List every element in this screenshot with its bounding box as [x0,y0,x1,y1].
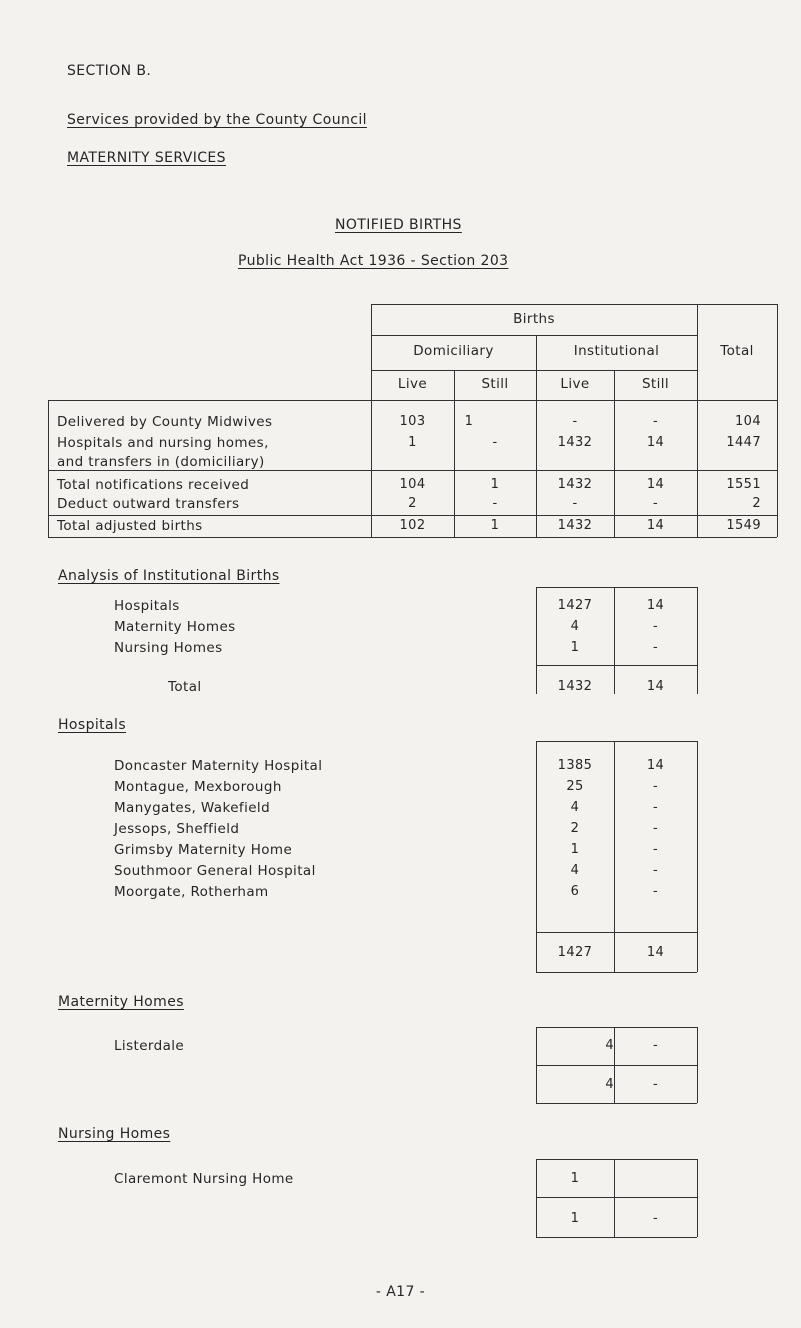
header-inst-live: Live [560,376,590,392]
analysis-still: - [652,640,659,655]
hospital-live: 4 [570,863,580,878]
cell-dom-still: 1 [490,518,500,533]
header-domiciliary: Domiciliary [413,343,494,359]
cell-total: 1549 [726,518,761,533]
hospital-name: Montague, Mexborough [114,779,282,795]
row-label: Total adjusted births [57,518,203,534]
hospital-still: 14 [646,758,665,773]
hospital-name: Doncaster Maternity Hospital [114,758,323,774]
page-number: - A17 - [375,1284,426,1300]
hospital-live: 1 [570,842,580,857]
maternity-homes-total-still: - [652,1077,659,1092]
hospitals-total-live: 1427 [557,945,593,960]
nursing-home-name: Claremont Nursing Home [114,1171,294,1187]
cell-total: 1551 [726,477,761,492]
section-label: SECTION B. [67,63,152,79]
row-label: Deduct outward transfers [57,496,240,512]
row-label: Hospitals and nursing homes, [57,435,269,451]
analysis-still: 14 [646,598,665,613]
hospital-still: - [652,821,659,836]
cell-inst-live: 1432 [557,477,593,492]
row-label: Delivered by County Midwives [57,414,273,430]
analysis-total-label: Total [168,679,202,695]
cell-total: 2 [752,496,761,511]
analysis-live: 1 [570,640,580,655]
cell-dom-live: 102 [399,518,426,533]
nursing-home-live: 1 [570,1171,580,1186]
hospital-still: - [652,842,659,857]
row-label-continued: and transfers in (domiciliary) [57,454,265,470]
nursing-homes-total-still: - [652,1211,659,1226]
cell-inst-still: 14 [646,435,665,450]
hospital-name: Jessops, Sheffield [114,821,240,837]
maternity-home-still: - [652,1038,659,1053]
hospital-name: Moorgate, Rotherham [114,884,269,900]
hospital-still: - [652,884,659,899]
analysis-live: 4 [570,619,580,634]
nursing-homes-total-live: 1 [570,1211,580,1226]
nursing-homes-title: Nursing Homes [58,1126,171,1142]
cell-inst-still: 14 [646,518,665,533]
subtitle: Services provided by the County Council [67,112,367,128]
analysis-total-still: 14 [646,679,665,694]
cell-dom-live: 103 [399,414,426,429]
hospitals-total-still: 14 [646,945,665,960]
hospital-live: 6 [570,884,580,899]
analysis-row-label: Nursing Homes [114,640,223,656]
hospital-still: - [652,800,659,815]
cell-dom-still: 1 [490,477,500,492]
analysis-row-label: Maternity Homes [114,619,236,635]
maternity-home-live: 4 [605,1038,614,1053]
analysis-total-live: 1432 [557,679,593,694]
header-inst-still: Still [641,376,670,392]
cell-dom-live: 1 [408,435,417,450]
cell-inst-still: - [652,496,659,511]
analysis-title: Analysis of Institutional Births [58,568,280,584]
cell-inst-still: 14 [646,477,665,492]
table-subtitle: Public Health Act 1936 - Section 203 [238,253,509,269]
header-dom-live: Live [397,376,428,392]
analysis-live: 1427 [557,598,593,613]
cell-inst-live: 1432 [557,518,593,533]
hospital-name: Southmoor General Hospital [114,863,316,879]
maternity-homes-total-live: 4 [605,1077,614,1092]
hospital-name: Grimsby Maternity Home [114,842,293,858]
cell-inst-still: - [652,414,659,429]
header-births: Births [513,311,555,327]
hospital-live: 2 [570,821,580,836]
hospital-name: Manygates, Wakefield [114,800,271,816]
analysis-still: - [652,619,659,634]
hospital-still: - [652,863,659,878]
header-institutional: Institutional [573,343,660,359]
row-label: Total notifications received [57,477,250,493]
hospital-still: - [652,779,659,794]
cell-dom-still: - [492,435,498,450]
maternity-home-name: Listerdale [114,1038,185,1054]
cell-dom-still: - [492,496,498,511]
header-total: Total [720,343,754,359]
hospitals-title: Hospitals [58,717,127,733]
cell-inst-live: - [572,496,578,511]
maternity-homes-title: Maternity Homes [58,994,184,1010]
cell-total: 104 [734,414,761,429]
cell-dom-live: 104 [399,477,426,492]
cell-total: 1447 [726,435,761,450]
table-title: NOTIFIED BIRTHS [335,217,462,233]
header-dom-still: Still [481,376,509,392]
hospital-live: 1385 [557,758,593,773]
maternity-heading: MATERNITY SERVICES [67,150,226,166]
cell-inst-live: 1432 [557,435,593,450]
cell-inst-live: - [572,414,578,429]
cell-dom-still: 1 [464,414,474,429]
analysis-row-label: Hospitals [114,598,180,614]
hospital-live: 4 [570,800,580,815]
cell-dom-live: 2 [408,496,417,511]
hospital-live: 25 [566,779,584,794]
